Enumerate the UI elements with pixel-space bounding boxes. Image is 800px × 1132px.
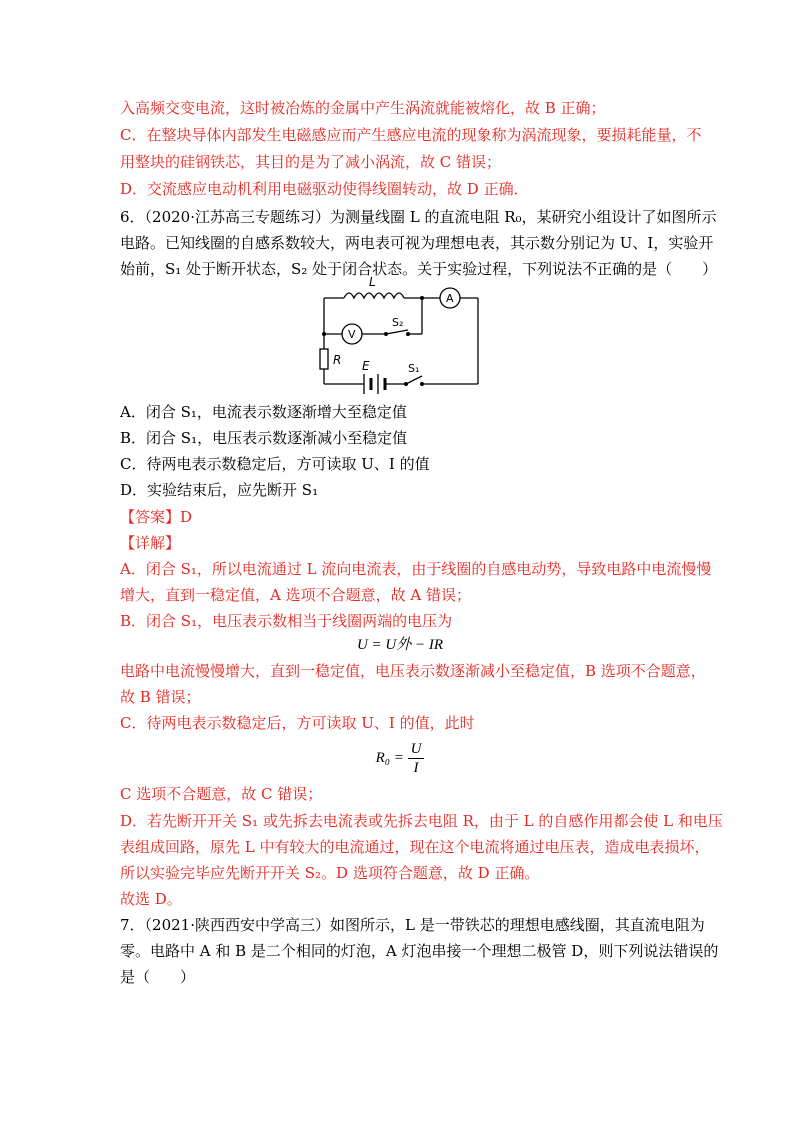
- explanation-line: 故选 D。: [120, 890, 182, 908]
- equation-2: [0, 740, 800, 777]
- label-L: L: [369, 275, 376, 289]
- option-c: C．待两电表示数稳定后，方可读取 U、I 的值: [120, 455, 430, 473]
- explanation-line: 表组成回路，原先 L 中有较大的电流通过，现在这个电流将通过电压表，造成电表损坏，: [120, 838, 710, 856]
- label-E: E: [362, 359, 370, 373]
- inductor-coil: [344, 293, 404, 298]
- explanation-line: C 选项不合题意，故 C 错误；: [120, 785, 323, 803]
- question-6-stem: 电路。已知线圈的自感系数较大，两电表可视为理想电表，其示数分别记为 U、I，实验开: [120, 234, 714, 252]
- equation-2-lhs: R₀ =: [375, 750, 404, 766]
- question-6-stem: 6．（2020·江苏高三专题练习）为测量线圈 L 的直流电阻 R₀，某研究小组设计了如图所示: [120, 208, 717, 226]
- label-R: R: [333, 353, 342, 367]
- question-7-stem: 是（ ）: [120, 968, 196, 986]
- question-7-stem: 零。电路中 A 和 B 是二个相同的灯泡，A 灯泡串接一个理想二极管 D，则下列说法错误的: [120, 942, 719, 960]
- switch-s1: [406, 376, 422, 384]
- explanation-line: A．闭合 S₁，所以电流通过 L 流向电流表，由于线圈的自感电动势，导致电路中电流慢慢: [120, 560, 712, 578]
- resistor: [320, 349, 328, 369]
- option-d: D．实验结束后，应先断开 S₁: [120, 481, 319, 499]
- ammeter-label: A: [446, 292, 454, 305]
- equation-1: U = U外 − IR: [356, 637, 444, 653]
- question-7-stem: 7．（2021·陕西西安中学高三）如图所示，L 是一带铁芯的理想电感线圈，其直流电阻为: [120, 916, 705, 934]
- explanation-line: 故 B 错误；: [120, 688, 201, 706]
- explanation-line: 增大，直到一稳定值，A 选项不合题意，故 A 错误；: [120, 586, 471, 604]
- option-a: A．闭合 S₁，电流表示数逐渐增大至稳定值: [120, 403, 407, 421]
- question-6-stem: 始前，S₁ 处于断开状态，S₂ 处于闭合状态。关于实验过程，下列说法不正确的是（ ）: [120, 260, 718, 278]
- label-S2: S₂: [392, 316, 404, 329]
- explanation-line: 所以实验完毕应先断开开关 S₂。D 选项符合题意，故 D 正确。: [120, 864, 540, 882]
- fraction-numerator: U: [408, 740, 425, 759]
- option-b: B．闭合 S₁，电压表示数逐渐减小至稳定值: [120, 429, 408, 447]
- text-line: D．交流感应电动机利用电磁驱动使得线圈转动，故 D 正确．: [120, 180, 529, 198]
- label-S1: S₁: [408, 362, 420, 375]
- explanation-line: 电路中电流慢慢增大，直到一稳定值，电压表示数逐渐减小至稳定值，B 选项不合题意，: [120, 662, 706, 680]
- explanation-line: C．待两电表示数稳定后，方可读取 U、I 的值，此时: [120, 714, 475, 732]
- explanation-line: D．若先断开开关 S₁ 或先拆去电流表或先拆去电阻 R，由于 L 的自感作用都会使 L 和电压: [120, 812, 723, 830]
- answer: 【答案】D: [120, 508, 193, 526]
- text-line: C．在整块导体内部发生电磁感应而产生感应电流的现象称为涡流现象，要损耗能量，不: [120, 126, 702, 144]
- text-line: 用整块的硅钢铁芯，其目的是为了减小涡流，故 C 错误；: [120, 153, 502, 171]
- explanation-line: B．闭合 S₁，电压表示数相当于线圈两端的电压为: [120, 612, 453, 630]
- voltmeter-label: V: [348, 328, 356, 341]
- equation-2-fraction: [408, 740, 425, 777]
- fraction-denominator: I: [413, 760, 419, 777]
- detail-heading: 【详解】: [120, 534, 181, 552]
- text-line: 入高频交变电流，这时被冶炼的金属中产生涡流就能被熔化，故 B 正确；: [120, 99, 606, 117]
- circuit-diagram: [318, 274, 488, 394]
- switch-s2: [386, 330, 408, 334]
